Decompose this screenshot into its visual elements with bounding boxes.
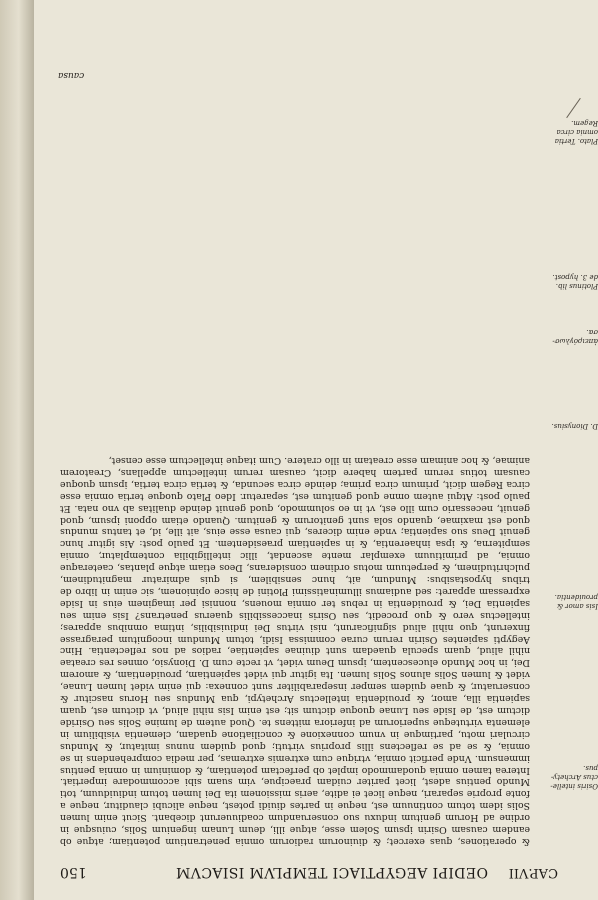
pen-mark <box>566 98 581 118</box>
running-header <box>60 856 558 880</box>
margin-note: Isis amor & prouidentia. <box>554 593 598 610</box>
chapter-label: CAP.VII <box>508 865 558 880</box>
margin-note: D. Dionysius. <box>551 422 598 430</box>
running-title: OEDIPI AEGYPTIACI TEMPLVM ISIACVM <box>175 864 488 880</box>
adjacent-page-edge <box>0 0 34 900</box>
body-text <box>60 454 530 847</box>
page-content-upside-down <box>34 0 598 900</box>
catchword: causa <box>58 70 85 80</box>
margin-note: Plotinus lib. de 3. hypost. <box>552 273 598 290</box>
book-page <box>34 0 598 900</box>
margin-note: ἀπειρόγλωσ-σα. <box>552 328 598 345</box>
paragraph: & operationes, quas exercet; & diuinorum radiorum omnia penetrantium potentiam; atque ob eandem causam Osirin ipsum Solem esse, atque illi, deum Lunam ingenium Solis, cuiusque in ordine ad Horum genitum induxu suo conseruandum coadiuuerunt dicebant. Sicut enim lumen Solis idem totum continuum est, neque in partes diuidi potest, neque alicubi clauditur, neque a fonte proprie separari, neque licet ei adite, aeris missionem ita Dei lumen totum indiuiduum, toti Mundo pentius adest, licet pariter cuidam praecipue, vim suam sibi accommodare impertiat. Interea tamen omnia quodammodo implet ob perfectam potentiam, & dominium in omnia pentius immensum. Vnde perficit omnia, vtrique cum extremis extremas, per media comprehendens in se omnia, & se ad se reflectens illis proprius virtuti; quod quidem nunus imitatur, & Mundus circulari motu, partimque in vnum connexione & conciliatione quadam, clementia visibilium in elementa virtuteque superiorum ad inferiora mittens te. Quod autem de lumine Solis seu Osiride dictum est, de Iside seu Lunae quoque dictum sit; est enim Isis nihil aliud, vt dictum est, quam sapientia illa, amor, & prouidentia intellectus Archetypi, qua Mundus seu Horus nascitur & conseruatur, & quae quidem semper inseparabiliter sunt connexa: qui enim videt lumen Lunae, videt & lumen Solis alunos Solis lumen. Ita igitur qui videt sapientiam, prouidentiam, & amorem Dei, in hoc Mundo elucescentem, ipsum Deum videt, vt recte cum D. Dionysio, omnes res creatae nihil aliud, quam specula quaedam sunt diuinae sapientiae, radios ad nos reflectentia. Hinc Aegypti sapientes Osirin rerum curae commissa Isidi, totum Mundum incognitum peragrasse finxerunt, quo nihil aliud significarunt, nisi virtus Dei indiuisibilis, intima omnibus appares; intellectus vero & quo procedit, seu Osiris inaccessibilis quaerus penetrans? Isis enim seu sapientia Dei, & prouidentia in rebus ter omnia mouens, nonnisi per imaginem eius in Iside expressam apparet: sed audiamus illuminatissimi Plotini de hisce opinionem, sic enim in libro de tribus hypostasibus: Mundum, ait, hunc sensibilem, si quis admiratur magnitudinem, pulchritudinem, & perpetuum motus ordinem considerans, Deos etiam atque plantas, caeteraque omnia, ad primitiuum exemplar mente ascendat, illic intelligibilia contemplatur, omnia sempiterna, & ipsa inhaerentia, & in sapientiam praesidentem. Et paulo post: Ais igitur hunc genuit Deus suo sapientia; vnde enim diceres, qui causa esse eius, ait ille, id, et tantus mundus quod est maximae, quando sola sunt genitorum & genitum. Quando etiam opponi ipsum, quod genuit, necessario cum illo est, vt in eo solummodo, quod genuit deinde dualitas ab vno nata. Et paulo post: Atqui autem omne quod genitum est, separetur. Ideo Plato quoque tertia omnia esse circa Regem dicit, primum circa prima; deinde circa secunda, & tertia circa tertia, ipsum quoque causam totius rerum partem habere dicit, causam rerum intellectum appellans, Creatorem animae, & hoc animam esse creatam in illo cratere. Cum itaque intellectum esse censet, <box>60 455 530 847</box>
margin-note: Osiris intelle-ctus Archety-pus. <box>550 764 598 790</box>
page-number: 150 <box>60 864 87 880</box>
margin-note: Plato. Tertia omnia circa Regem. <box>554 119 598 145</box>
